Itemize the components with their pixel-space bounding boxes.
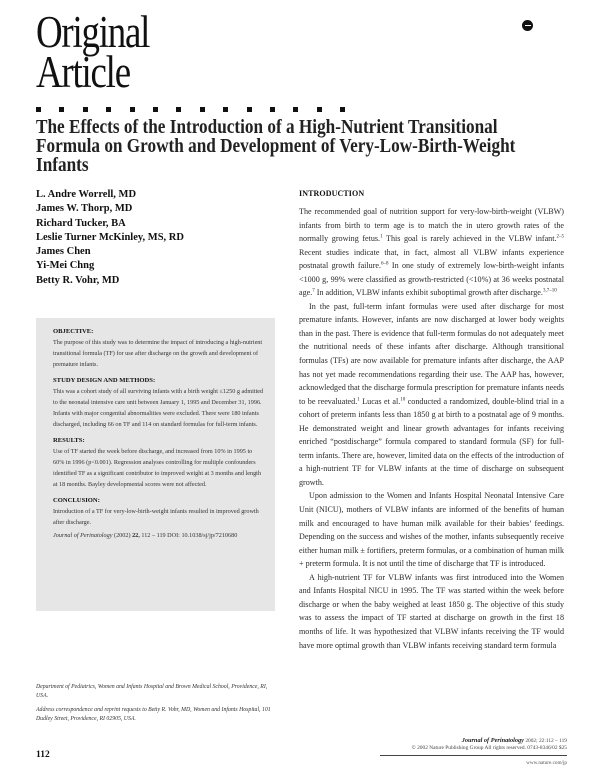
- citation: [53, 530, 265, 541]
- methods-heading: STUDY DESIGN AND METHODS:: [53, 377, 156, 384]
- body-text: This goal is rarely achieved in the VLBW infant.: [382, 234, 557, 244]
- correspondence-address: Address correspondence and reprint requests to Betty R. Vohr, MD, Women and Infants Hospital, 101 Dudley Street, Providence, RI 02905, USA.: [36, 707, 271, 722]
- reference-superscript[interactable]: 1: [380, 234, 383, 240]
- author-name: Richard Tucker, BA: [36, 217, 126, 229]
- body-text: Recent studies indicate that, in fact, almost all VLBW infants experience postnatal growth failure.: [299, 247, 564, 271]
- conclusion-heading: CONCLUSION:: [53, 497, 100, 504]
- rule-dot: [200, 107, 205, 112]
- body-paragraph: [299, 300, 564, 490]
- author-name: L. Andre Worrell, MD: [36, 189, 137, 200]
- body-text: A high-nutrient TF for VLBW infants was first introduced into the Women and Infants Hospital NICU in 1995. The TF was started within the week before discharge or when the baby weighed at least 1850 g. The objective of this study was to assess the impact of TF started at discharge on growth in the first 18 months of life. It was hypothesized that VLBW infants receiving the TF would have more optimal growth than VLBW infants receiving standard term formula: [299, 572, 564, 650]
- footer-journal-name: Journal of Perinatology: [461, 737, 524, 744]
- section-label-line1: Original: [36, 7, 150, 57]
- body-paragraph: [299, 571, 564, 652]
- methods-text: This was a cohort study of all surviving infants with a birth weight ≤1250 g admitted to the neonatal intensive care unit between January 1, 1995 and December 31, 1996. Infants with major congenital abnormalities were excluded. There were 180 infants discharged, including 66 on TF and 114 on standard formulas for full-term infants.: [53, 388, 264, 428]
- conclusion-text: Introduction of a TF for very-low-birth-weight infants resulted in improved growth after discharge.: [53, 508, 259, 526]
- body-text: Upon admission to the Women and Infants Hospital Neonatal Intensive Care Unit (NICU), mothers of VLBW infants are informed of the benefits of human milk and encouraged to have human milk available for their babies’ feedings. Depending on the success and wishes of the mother, infants subsequently receive either human milk ± fortifiers, preterm formulas, or a combination of human milk + preterm formula. It is not until the time of discharge that TF is introduced.: [299, 491, 564, 569]
- body-text: The recommended goal of nutrition support for very-low-birth-weight (VLBW) infants from birth to term age is to match the in utero growth rates of the normally growing fetus.: [299, 207, 564, 244]
- rule-dot: [293, 107, 298, 112]
- publisher-seal-icon: [522, 20, 533, 31]
- reference-superscript[interactable]: 2–5: [556, 234, 564, 240]
- reference-superscript[interactable]: 7: [312, 288, 315, 294]
- citation-pages-doi: 112 – 119 DOI: 10.1038/sj/jp/7210680: [141, 532, 238, 539]
- dotted-rule: [36, 107, 345, 112]
- page-number: 112: [36, 750, 50, 760]
- rule-dot: [153, 107, 158, 112]
- body-text: Lucas et al.: [359, 396, 401, 406]
- body-paragraph: [299, 489, 564, 570]
- footer-journal-issue: 2002; 22:112 – 119: [523, 738, 567, 744]
- rule-dot: [340, 107, 345, 112]
- rule-dot: [176, 107, 181, 112]
- rule-dot: [106, 107, 111, 112]
- rule-dot: [223, 107, 228, 112]
- rule-dot: [130, 107, 135, 112]
- rule-dot: [317, 107, 322, 112]
- abstract-box: [36, 318, 275, 611]
- author-name: James Chen: [36, 246, 91, 258]
- footer-url-link[interactable]: www.nature.com/jp: [526, 760, 567, 766]
- body-text: In addition, VLBW infants exhibit suboptimal growth after discharge.: [314, 288, 543, 298]
- body-text: conducted a randomized, double-blind trial in a cohort of preterm infants less than 1850 g at birth to a postnatal age of 9 months. He demonstrated weight and linear growth advantages for infants receiving enriched “postdischarge” formula compared to standard formula (SF) for full-term infants. There are, however, limited data on the effects of the introduction of a high-nutrient TF for VLBW infants at the time of discharge on subsequent growth.: [299, 396, 564, 487]
- rule-dot: [36, 107, 41, 112]
- citation-journal: Journal of Perinatology: [53, 532, 113, 539]
- reference-superscript[interactable]: 6–8: [381, 261, 389, 267]
- reference-superscript[interactable]: 3,7–10: [542, 288, 557, 294]
- author-name: Yi-Mei Chng: [36, 260, 95, 272]
- introduction-heading: INTRODUCTION: [299, 189, 365, 198]
- citation-volume: 22,: [132, 532, 140, 539]
- citation-year: (2002): [114, 532, 131, 539]
- section-label-line2: Article: [36, 47, 130, 97]
- department-affiliation: Department of Pediatrics, Women and Infants Hospital and Brown Medical School, Providence, RI, USA.: [36, 684, 268, 699]
- results-text: Use of TF started the week before discharge, and increased from 10% in 1995 to 60% in 1996 (p<0.001). Regression analyses controlling for multiple confounders identified TF as a significant contributor to improved weight at 3 months and length at 18 months. Bayley developmental scores were not affected.: [53, 448, 261, 488]
- author-list: [36, 188, 184, 288]
- body-text: In one study of extremely low-birth-weight infants <1000 g, 99% were classified as growth-restricted (<10%) at 36 weeks postnatal age.: [299, 261, 565, 298]
- author-name: Betty R. Vohr, MD: [36, 274, 120, 286]
- rule-dot: [83, 107, 88, 112]
- introduction-body: [299, 205, 564, 652]
- journal-footer: [380, 737, 567, 752]
- body-paragraph: [299, 205, 564, 300]
- reference-superscript[interactable]: 1: [357, 396, 360, 402]
- rule-dot: [270, 107, 275, 112]
- reference-superscript[interactable]: 10: [400, 396, 406, 402]
- article-title: The Effects of the Introduction of a High-Nutrient Transitional Formula on Growth and Development of Very-Low-Birth-Weight Infants: [36, 116, 516, 176]
- rule-dot: [247, 107, 252, 112]
- objective-heading: OBJECTIVE:: [53, 328, 94, 335]
- section-label: [36, 7, 150, 97]
- rule-dot: [59, 107, 64, 112]
- body-text: In the past, full-term infant formulas were used after discharge for most premature infants. However, infants are now discharged at lower body weights than in the past. There is evidence that full-term formulas do not adequately meet the nutritional needs of these infants after discharge. Although transitional formulas (TFs) are now available for premature infants after discharge, the AAP has not yet made recommendations regarding their use. The AAP has, however, acknowledged that the discharge formula prescription for premature infants needs to be reevaluated.: [299, 301, 564, 406]
- footer-copyright: © 2002 Nature Publishing Group All rights reserved. 0743-8346/02 $25: [411, 745, 567, 751]
- author-name: Leslie Turner McKinley, MS, RD: [36, 231, 184, 243]
- objective-text: The purpose of this study was to determine the impact of introducing a high-nutrient transitional formula (TF) for use after discharge on the growth and development of premature infants.: [53, 339, 263, 368]
- footer-divider: [380, 755, 567, 756]
- results-heading: RESULTS:: [53, 437, 85, 444]
- author-name: James W. Thorp, MD: [36, 203, 133, 215]
- affiliations: [36, 683, 275, 724]
